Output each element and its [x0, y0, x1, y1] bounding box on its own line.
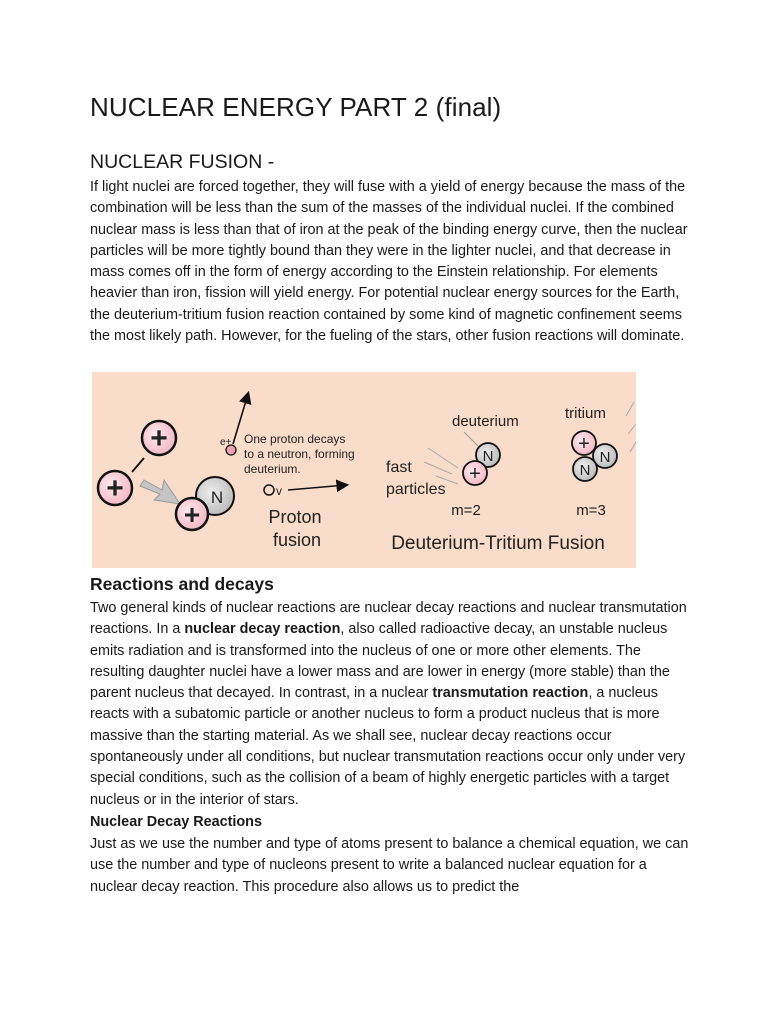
m2-label: m=2 [451, 502, 481, 519]
fusion-diagram-svg [92, 372, 636, 568]
deuterium-neutron-symbol: N [482, 448, 494, 465]
reactions-text-part1: Two general kinds of nuclear reactions are nuclear decay reactions and nuclear transmutation reactions. In a [90, 600, 687, 638]
tritium-proton [572, 431, 596, 455]
fusion-diagram [92, 372, 636, 568]
term-transmutation-reaction: transmutation reaction [432, 685, 589, 702]
neutrino-label: v [276, 484, 282, 498]
reactions-paragraph [90, 598, 690, 811]
proton-top-symbol: + [150, 422, 168, 455]
proton-left [98, 471, 132, 505]
deuteron-neutron-symbol: N [210, 488, 224, 507]
decay-note-line1: One proton decays [244, 432, 346, 446]
deuterium-label: deuterium [452, 413, 519, 430]
fusion-paragraph: If light nuclei are forced together, they will fuse with a yield of energy because the mass of the combination will be less than the sum of the masses of the individual nuclei. If the combined nuclear mass is less than that of iron at the peak of the binding energy curve, then the nuclear particles will be more tightly bound than they were in the lighter nuclei, and that decrease in mass comes off in the form of energy according to the Einstein relationship. For elements heavier than iron, fission will yield energy. For potential nuclear energy sources for the Earth, the deuterium-tritium fusion reaction contained by some kind of magnetic confinement seems the most likely path. However, for the fueling of the stars, other fusion reactions will dominate. [90, 179, 688, 345]
tritium-neutron-right-symbol: N [599, 449, 611, 466]
section-heading-nuclear-fusion: NUCLEAR FUSION - [90, 151, 275, 173]
decay-note-line2: to a neutron, forming [244, 447, 355, 461]
proton-left-symbol: + [106, 472, 124, 505]
tritium-label: tritium [565, 405, 606, 422]
dt-fusion-caption: Deuterium-Tritium Fusion [391, 533, 605, 554]
document-title: NUCLEAR ENERGY PART 2 (final) [90, 92, 502, 122]
decay-note-line3: deuterium. [244, 462, 301, 476]
tritium-neutron-left-symbol: N [579, 462, 591, 479]
m3-label: m=3 [576, 502, 606, 519]
term-nuclear-decay-reaction: nuclear decay reaction [184, 621, 341, 638]
positron-label: e+ [220, 437, 232, 448]
reactions-heading: Reactions and decays [90, 574, 274, 594]
particles-label: particles [386, 481, 446, 498]
proton-fusion-label-line1: Proton [268, 507, 322, 527]
reactions-text-part2: , also called radioactive decay, an unstable nucleus emits radiation and is transformed into the nucleus of one or more other elements. The resulting daughter nuclei have a lower mass and are lower in energy (more stable) than the parent nucleus that decayed. In contrast, in a nuclear [90, 621, 670, 702]
reactions-text-part3: , a nucleus reacts with a subatomic particle or another nucleus to form a product nucleus that is more massive than the starting material. As we shall see, nuclear decay reactions occur spontaneously under all conditions, but nuclear transmutation reactions occur only under very special conditions, such as the collision of a beam of highly energetic particles with a target nucleus or in the interior of stars. [90, 685, 686, 808]
decay-paragraph: Just as we use the number and type of atoms present to balance a chemical equation, we can use the number and type of nucleons present to write a balanced nuclear equation for a nuclear decay reaction. This procedure also allows us to predict the [90, 836, 689, 895]
deuterium-proton [463, 461, 487, 485]
tritium-proton-symbol: + [578, 433, 590, 455]
fast-label: fast [386, 459, 412, 476]
tritium-neutron-left [573, 457, 597, 481]
deuterium-proton-symbol: + [469, 463, 481, 485]
deuteron-proton [176, 498, 208, 530]
decay-reactions-heading: Nuclear Decay Reactions [90, 814, 262, 830]
deuteron-proton-symbol: + [183, 499, 201, 530]
proton-top [142, 421, 176, 455]
proton-fusion-label-line2: fusion [272, 530, 322, 550]
